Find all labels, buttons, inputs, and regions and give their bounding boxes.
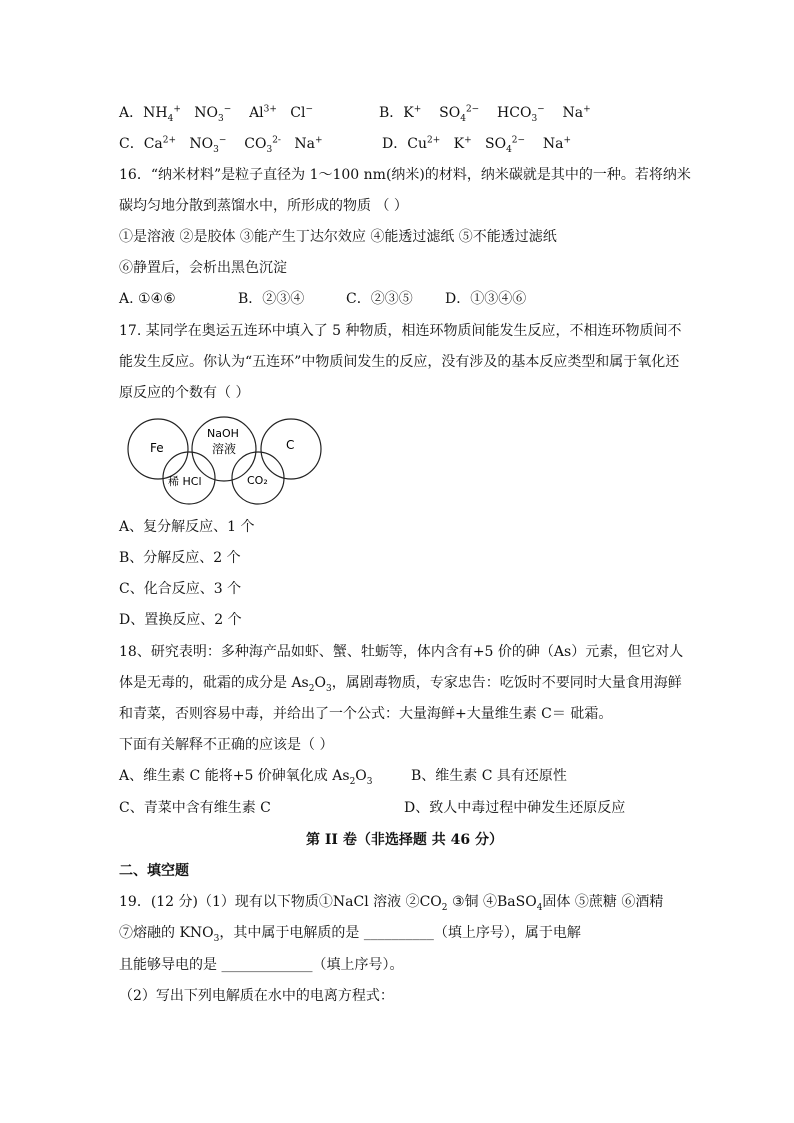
q18-stem-line-2: 体是无毒的，砒霜的成分是 $As_2O_3$，属剧毒物质，专家忠告：吃饭时不要同时大量食用海鲜: [119, 675, 682, 694]
q19-part-2: （2）写出下列电解质在水中的电离方程式：: [119, 988, 394, 1004]
q16-option-b: B．②③④: [238, 291, 305, 307]
q19-stem-line-1: 19．(12 分)（1）现有以下物质①NaCl 溶液 $②CO_2$ ③铜 ④BaSO$_4$固体 ⑤蔗糖 ⑥酒精: [119, 894, 664, 913]
section-heading: 二、填空题: [119, 863, 189, 879]
q18-option-a: A、维生素 C 能将+5 价砷氧化成 $As_2O_3$: [119, 768, 373, 787]
q17-stem-line-2: 能发生反应。你认为“五连环”中物质间发生的反应，没有涉及的基本反应类型和属于氧化还: [119, 354, 680, 370]
conductive-electrolyte-answer-blank[interactable]: _____________: [221, 957, 313, 973]
section-title: 第 II 卷（非选择题 共 46 分）: [306, 832, 503, 848]
q17-option-d: D、置换反应、2 个: [119, 612, 242, 628]
ring-label-naoh-solution: 溶液: [212, 442, 237, 456]
ring-label-naoh: NaOH: [207, 427, 239, 440]
q17-option-c: C、化合反应、3 个: [119, 581, 242, 597]
q16-stem-line-1: 16．“纳米材料”是粒子直径为 1～100 nm(纳米)的材料，纳米碳就是其中的一种。若将纳米: [119, 167, 691, 183]
q15-option-d: D．$Cu^{2+}$ K+ $SO_4^{2-}$ Na+: [382, 135, 572, 155]
electrolyte-answer-blank[interactable]: __________: [363, 925, 434, 941]
ring-label-hcl: 稀 HCl: [168, 475, 202, 488]
q18-option-c: C、青菜中含有维生素 C: [119, 800, 271, 816]
q19-stem-line-3: 且能够导电的是 _____________（填上序号）。: [119, 957, 404, 973]
q19-stem-line-2: ⑦熔融的 $KNO_3$，其中属于电解质的是 __________（填上序号），属于电解: [119, 925, 581, 944]
ring-label-co2: CO₂: [247, 474, 268, 487]
q17-stem-line-3: 原反应的个数有（ ）: [119, 385, 250, 401]
q18-stem-line-3: 和青菜，否则容易中毒，并给出了一个公式：大量海鲜+大量维生素 C＝ 砒霜。: [119, 706, 613, 722]
q17-option-b: B、分解反应、2 个: [119, 550, 241, 566]
q15-option-b: B．K+ $SO_4^{2-}$ $HCO_3^-$ Na+: [379, 104, 591, 124]
q16-statement-6: ⑥静置后，会析出黑色沉淀: [119, 260, 287, 276]
q17-stem-line-1: 17. 某同学在奥运五连环中填入了 5 种物质，相连环物质间能发生反应，不相连环物质间不: [119, 323, 682, 339]
q17-option-a: A、复分解反应、1 个: [119, 519, 255, 535]
q16-statements: ①是溶液 ②是胶体 ③能产生丁达尔效应 ④能透过滤纸 ⑤不能透过滤纸: [119, 229, 557, 245]
ring-label-c: C: [286, 438, 295, 452]
q16-option-c: C．②③⑤: [346, 291, 413, 307]
five-rings-diagram: [126, 415, 326, 505]
q16-stem-line-2: 碳均匀地分散到蒸馏水中，所形成的物质 （ ）: [119, 198, 408, 214]
q15-option-a: A．$NH_4^+$ $NO_3^-$ $Al^{3+}$ Cl−: [119, 104, 314, 124]
q18-stem-line-1: 18、研究表明：多种海产品如虾、蟹、牡蛎等，体内含有+5 价的砷（As）元素，但它对人: [119, 644, 684, 660]
q16-option-d: D．①③④⑥: [445, 291, 527, 307]
q16-option-a: A. ①④⑥: [119, 291, 176, 307]
q18-stem-line-4: 下面有关解释不正确的应该是（ ）: [119, 737, 334, 753]
ring-label-fe: Fe: [150, 441, 164, 455]
q15-option-c: C．$Ca^{2+}$ $NO_3^-$ $CO_3^{2-}$ Na+: [119, 135, 323, 155]
q18-option-d: D、致人中毒过程中砷发生还原反应: [404, 800, 626, 816]
q18-option-b: B、维生素 C 具有还原性: [411, 768, 567, 784]
